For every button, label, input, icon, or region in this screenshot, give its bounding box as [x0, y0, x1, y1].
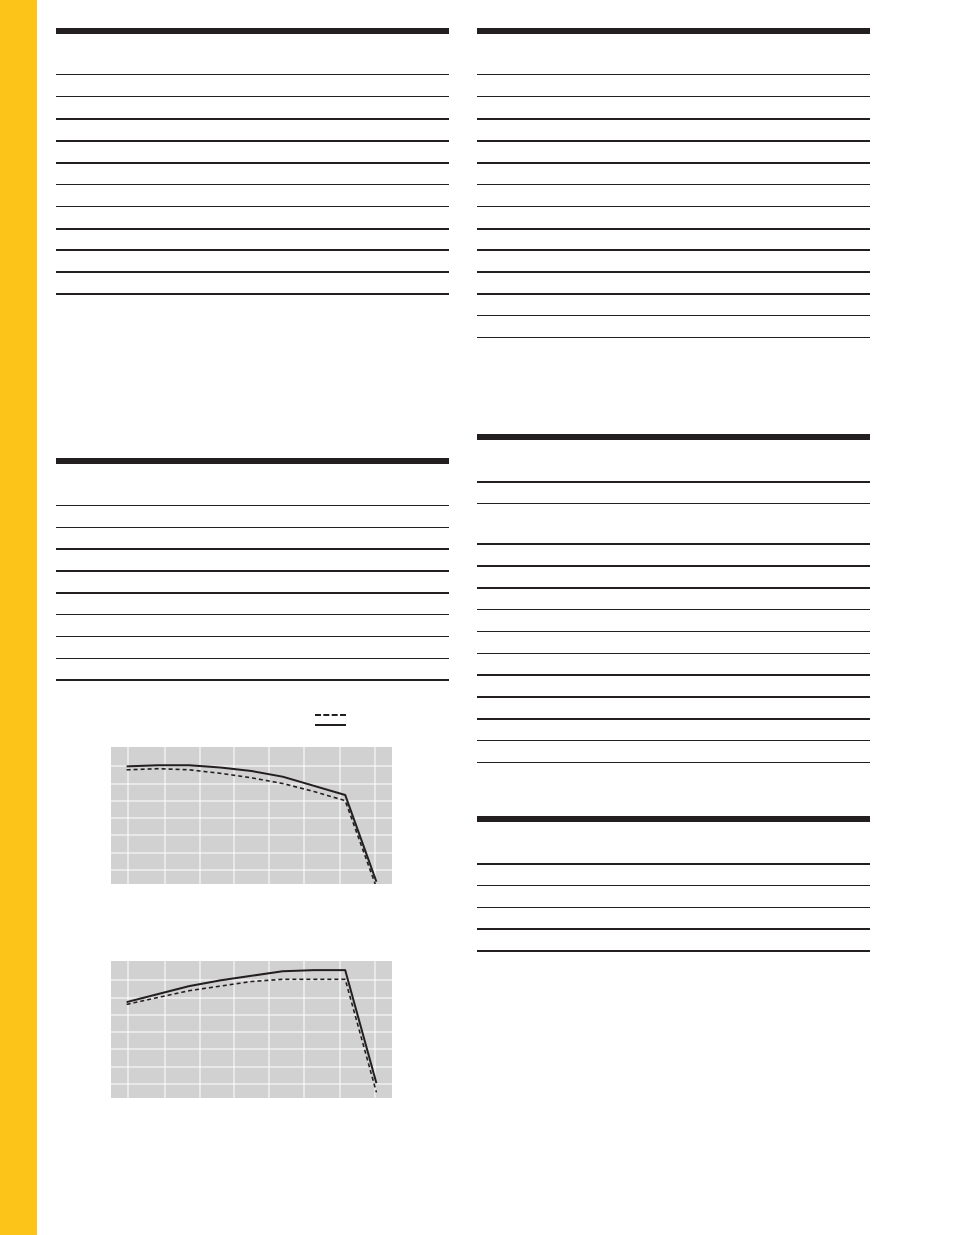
table-row-divider: [477, 271, 870, 273]
performance-chart-lower: [111, 961, 392, 1098]
table-row-divider: [477, 653, 870, 654]
table-bottom-rule: [56, 293, 449, 295]
table-row-divider: [56, 162, 449, 164]
spec-table-mid-left: [56, 458, 449, 682]
table-row-divider: [56, 184, 449, 185]
table-row-divider: [477, 565, 870, 567]
table-bottom-rule: [477, 762, 870, 763]
table-row-divider: [477, 928, 870, 930]
performance-chart-upper: [111, 747, 392, 884]
table-row-divider: [56, 527, 449, 528]
table-row-divider: [56, 548, 449, 550]
table-row-divider: [477, 631, 870, 632]
spec-table-mid-right: [477, 434, 870, 764]
table-row-divider: [56, 140, 449, 142]
table-header-bar: [477, 816, 870, 822]
table-row-divider: [477, 740, 870, 741]
table-row-divider: [477, 907, 870, 908]
table-row-divider: [56, 592, 449, 594]
table-row-divider: [477, 609, 870, 610]
legend-dashed-line: [315, 714, 346, 716]
table-bottom-rule: [477, 337, 870, 338]
yellow-side-band: [0, 0, 37, 1235]
table-row-divider: [477, 206, 870, 207]
table-row-divider: [477, 293, 870, 295]
table-row-divider: [477, 249, 870, 251]
table-row-divider: [56, 636, 449, 637]
spec-table-top-right: [477, 28, 870, 340]
spec-table-bottom-right: [477, 816, 870, 953]
table-header-bar: [56, 28, 449, 34]
table-row-divider: [56, 74, 449, 75]
table-row-divider: [477, 674, 870, 676]
table-row-divider: [56, 505, 449, 506]
table-row-divider: [477, 503, 870, 504]
chart-upper-svg: [111, 747, 392, 884]
table-bottom-rule: [477, 950, 870, 952]
chart-legend: [315, 708, 347, 728]
table-row-divider: [477, 885, 870, 886]
spec-table-top-left: [56, 28, 449, 296]
table-row-divider: [477, 863, 870, 865]
table-row-divider: [477, 140, 870, 142]
table-row-divider: [477, 162, 870, 164]
table-row-divider: [477, 228, 870, 230]
table-bottom-rule: [56, 679, 449, 681]
table-row-divider: [56, 206, 449, 207]
table-row-divider: [56, 614, 449, 615]
chart-plot-area: [111, 747, 392, 884]
chart-lower-svg: [111, 961, 392, 1098]
table-row-divider: [56, 96, 449, 97]
table-row-divider: [477, 184, 870, 185]
table-row-divider: [477, 696, 870, 698]
table-row-divider: [477, 587, 870, 589]
table-header-bar: [477, 434, 870, 440]
legend-solid-line: [315, 724, 346, 726]
table-row-divider: [477, 74, 870, 75]
table-row-divider: [56, 249, 449, 251]
table-row-divider: [56, 658, 449, 659]
table-row-divider: [477, 718, 870, 720]
table-row-divider: [477, 543, 870, 545]
table-row-divider: [56, 570, 449, 572]
table-row-divider: [477, 481, 870, 483]
table-header-bar: [477, 28, 870, 34]
table-row-divider: [56, 118, 449, 120]
table-row-divider: [56, 228, 449, 230]
table-header-bar: [56, 458, 449, 464]
table-row-divider: [477, 118, 870, 120]
table-row-divider: [56, 271, 449, 273]
table-row-divider: [477, 96, 870, 97]
table-row-divider: [477, 315, 870, 316]
